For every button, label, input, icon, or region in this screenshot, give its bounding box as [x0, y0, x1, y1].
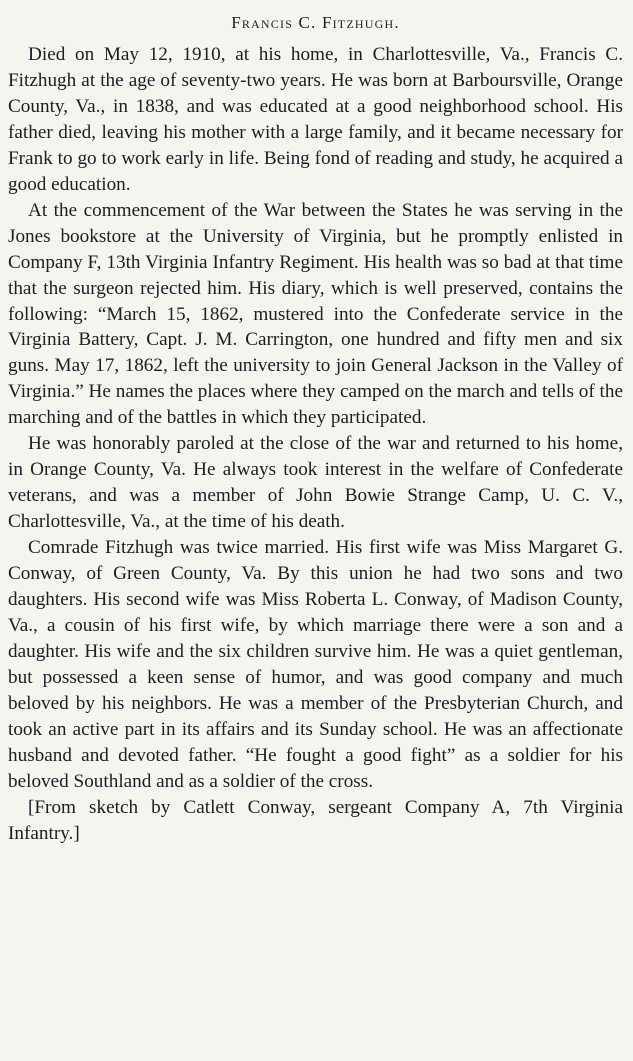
paragraph-death-notice: Died on May 12, 1910, at his home, in Charlottesville, Va., Francis C. Fitzhugh at the age of seventy-two years. He was born at Barboursville, Orange County, Va., in 1838, and was educated at a good neighborhood school. His father died, leaving his mother with a large family, and it became necessary for Frank to go to work early in life. Being fond of reading and study, he acquired a good education. — [8, 44, 623, 195]
source-note: [From sketch by Catlett Conway, sergeant Company A, 7th Virginia Infantry.] — [8, 796, 623, 844]
article-body — [8, 42, 623, 847]
article-title: Francis C. Fitzhugh. — [231, 13, 400, 32]
paragraph-family: Comrade Fitzhugh was twice married. His first wife was Miss Margaret G. Conway, of Green County, Va. By this union he had two sons and two daughters. His second wife was Miss Roberta L. Conway, of Madison County, Va., a cousin of his first wife, by which marriage there were a son and a daughter. His wife and the six children survive him. He was a quiet gentleman, but possessed a keen sense of humor, and was good company and much beloved by his neighbors. He was a member of the Presbyterian Church, and took an active part in its affairs and its Sunday school. He was an affectionate husband and devoted father. “He fought a good fight” as a soldier for his beloved Southland and as a soldier of the cross. — [8, 537, 623, 792]
paragraph-after-war: He was honorably paroled at the close of the war and returned to his home, in Orange County, Va. He always took interest in the welfare of Confederate veterans, and was a member of John Bowie Strange Camp, U. C. V., Charlottesville, Va., at the time of his death. — [8, 433, 623, 533]
paragraph-war-service: At the commencement of the War between the States he was serving in the Jones bookstore at the University of Virginia, but he promptly enlisted in Company F, 13th Virginia Infantry Regiment. His health was so bad at that time that the surgeon rejected him. His diary, which is well preserved, contains the following: “March 15, 1862, mustered into the Confederate service in the Virginia Battery, Capt. J. M. Carrington, one hundred and fifty men and six guns. May 17, 1862, left the university to join General Jackson in the Valley of Virginia.” He names the places where they camped on the march and tells of the marching and of the battles in which they participated. — [8, 199, 623, 429]
